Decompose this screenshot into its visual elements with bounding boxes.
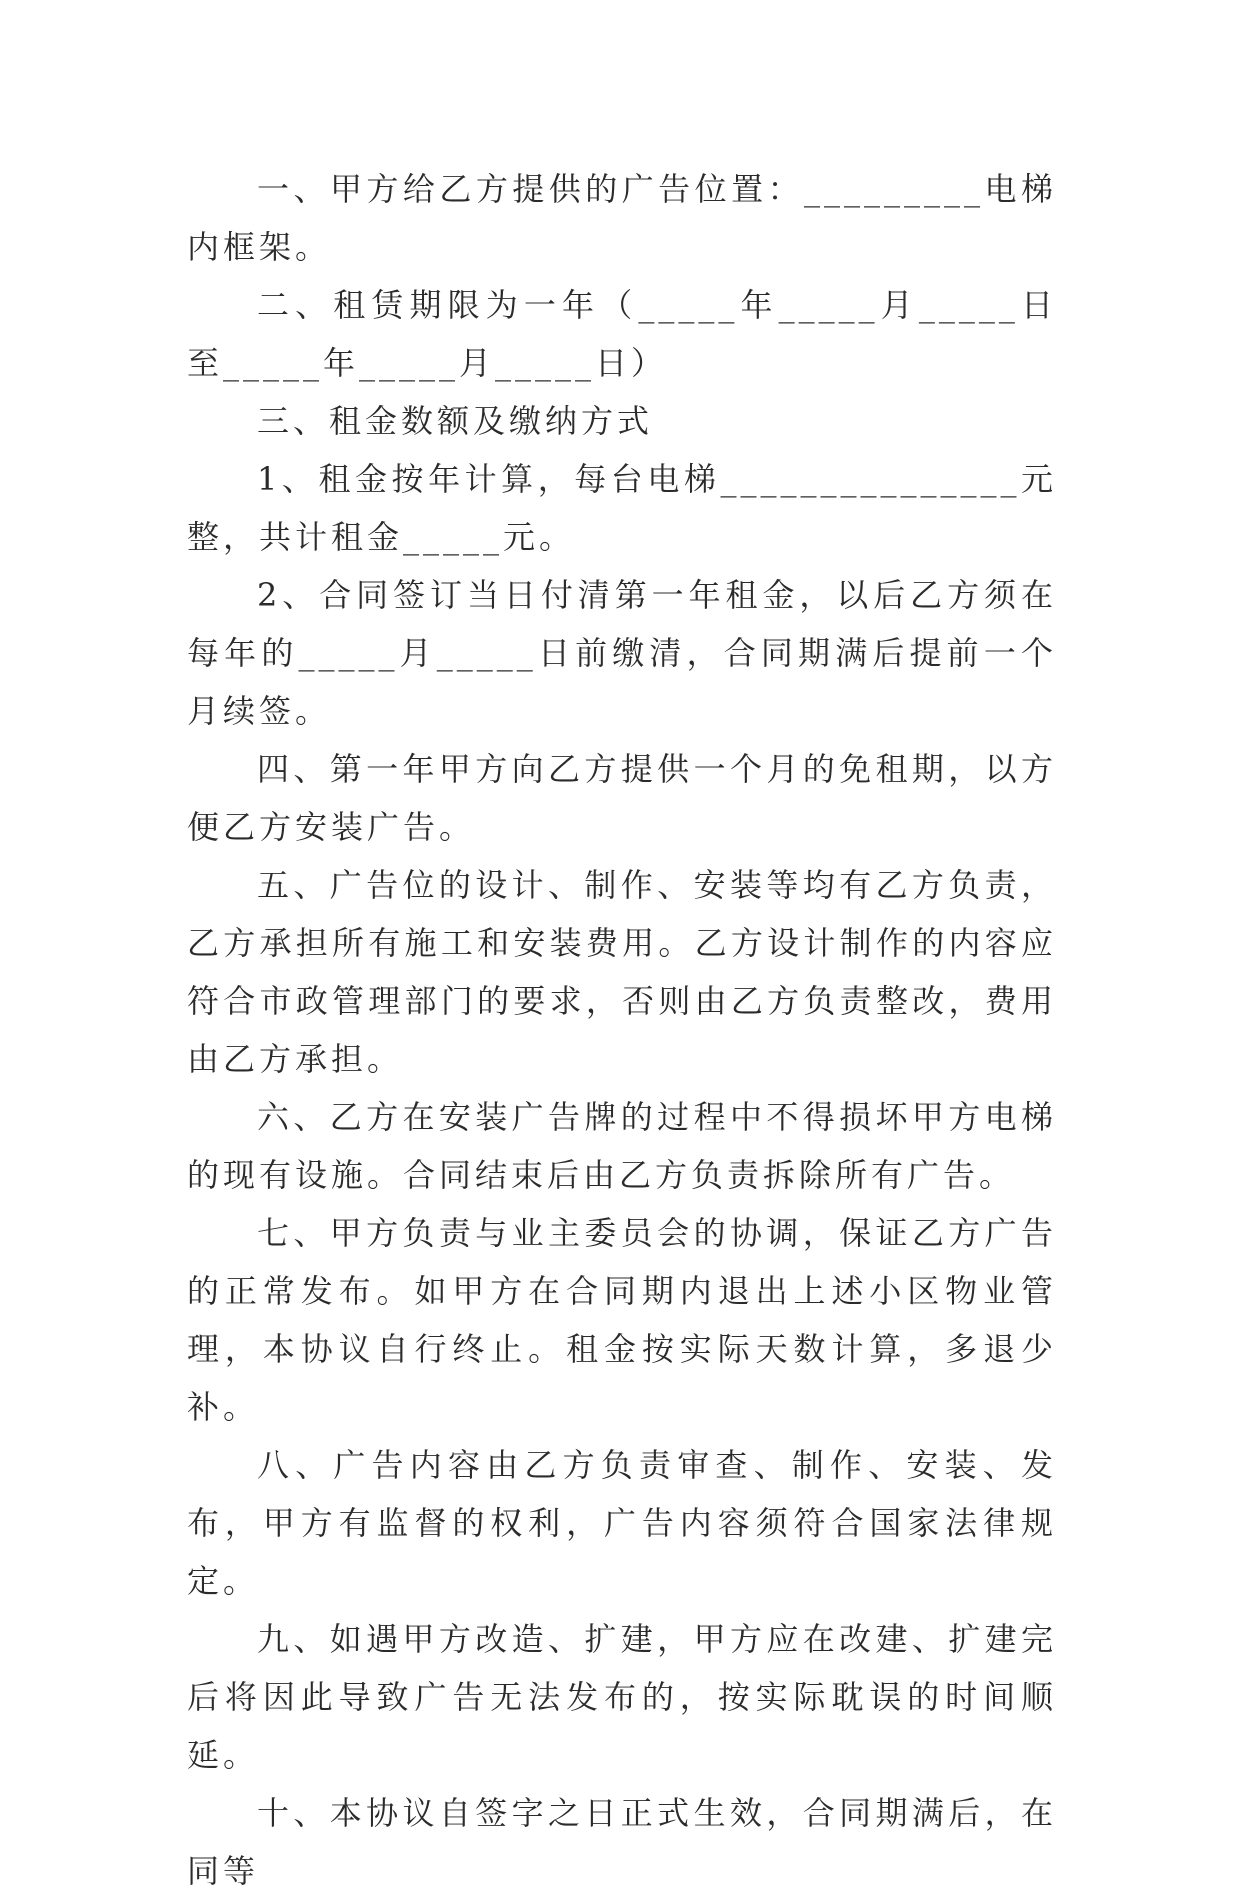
clause-4-rent-free-period: 四、第一年甲方向乙方提供一个月的免租期，以方便乙方安装广告。 bbox=[187, 750, 1057, 846]
clause-5-design-installation: 五、广告位的设计、制作、安装等均有乙方负责，乙方承担所有施工和安装费用。乙方设计制作的内容应符合市政管理部门的要求，否则由乙方负责整改，费用由乙方承担。 bbox=[187, 866, 1057, 1078]
clause-8-content-review: 八、广告内容由乙方负责审查、制作、安装、发布，甲方有监督的权利，广告内容须符合国家法律规定。 bbox=[187, 1446, 1057, 1600]
clause-1-ad-location: 一、甲方给乙方提供的广告位置：_________电梯内框架。 bbox=[187, 170, 1057, 266]
clause-6-no-damage: 六、乙方在安装广告牌的过程中不得损坏甲方电梯的现有设施。合同结束后由乙方负责拆除所有广告。 bbox=[187, 1098, 1057, 1194]
clause-9-renovation: 九、如遇甲方改造、扩建，甲方应在改建、扩建完后将因此导致广告无法发布的，按实际耽误的时间顺延。 bbox=[187, 1620, 1057, 1774]
clause-3-heading-rent: 三、租金数额及缴纳方式 bbox=[257, 402, 654, 440]
clause-7-coordination: 七、甲方负责与业主委员会的协调，保证乙方广告的正常发布。如甲方在合同期内退出上述小区物业管理，本协议自行终止。租金按实际天数计算，多退少补。 bbox=[187, 1214, 1057, 1426]
clause-2-lease-term: 二、租赁期限为一年（_____年_____月_____日至_____年_____月_____日） bbox=[187, 286, 1057, 382]
clause-10-effective: 十、本协议自签字之日正式生效，合同期满后，在同等 bbox=[187, 1794, 1057, 1890]
clause-3-2-payment-schedule: 2、合同签订当日付清第一年租金，以后乙方须在每年的_____月_____日前缴清，合同期满后提前一个月续签。 bbox=[187, 576, 1057, 730]
clause-3-1-rent-amount: 1、租金按年计算，每台电梯_______________元整，共计租金_____元。 bbox=[187, 460, 1057, 556]
contract-body bbox=[187, 160, 1057, 1900]
